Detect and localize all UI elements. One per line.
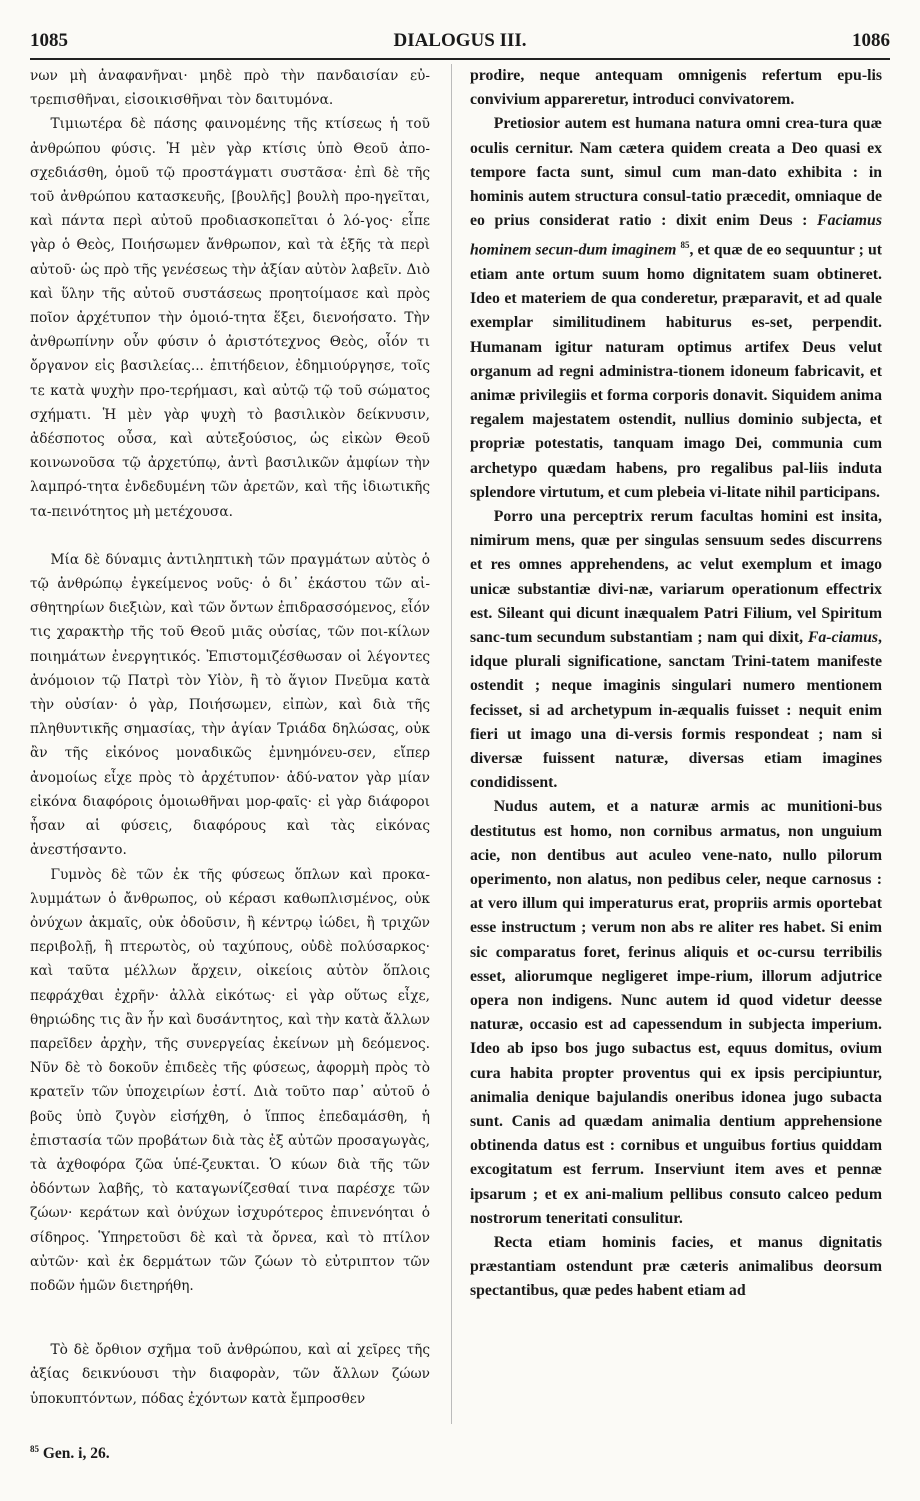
column-divider — [451, 64, 452, 1424]
page-number-right: 1086 — [851, 30, 890, 51]
latin-paragraph — [470, 112, 882, 505]
scripture-quote: Fa-ciamus — [807, 628, 879, 646]
greek-paragraph: Τὸ δὲ ὄρθιον σχῆμα τοῦ ἀνθρώπου, καὶ αἱ χεῖρες τῆς ἀξίας δεικνύουσι τὴν διαφορὰν, τῶν ἄλλων ζώων ὑποκυπτόντων, πόδας ἐχόντων κατὰ ἔμπροσθεν — [30, 1342, 430, 1407]
footnote — [30, 1444, 110, 1463]
latin-text: Pretiosior autem est humana natura omni crea-tura quæ oculis cernitur. Nam cætera quidem creata a Deo quasi ex tempore facta sunt, simul cum man-dato exhibita : in hominis autem structura consul-tatio præcedit, omniaque de eo prius considerat ratio : dixit enim Deus : — [470, 115, 882, 230]
paragraph-gap — [30, 524, 430, 548]
paragraph-gap — [30, 1298, 430, 1338]
header-rule — [30, 58, 890, 60]
greek-paragraph: νων μὴ ἀναφανῆναι· μηδὲ πρὸ τὴν πανδαισίαν εὐ-τρεπισθῆναι, εἰσοικισθῆναι τὸν δαιτυμόνα. — [30, 68, 430, 109]
running-title: DIALOGUS III. — [393, 30, 527, 51]
greek-paragraph: Τιμιωτέρα δὲ πάσης φαινομένης τῆς κτίσεως ἡ τοῦ ἀνθρώπου φύσις. Ἡ μὲν γὰρ κτίσις ὑπὸ Θεοῦ ἀπο-σχεδιάσθη, ὁμοῦ τῷ προστάγματι συστᾶσα· ἐπὶ δὲ τῆς τοῦ ἀνθρώπου κατασκευῆς, [βουλῆς] βουλὴ προ-ηγεῖται, καὶ πάντα περὶ αὐτοῦ προδιασκοπεῖται ὁ λό-γος· εἶπε γὰρ ὁ Θεὸς, Ποιήσωμεν ἄνθρωπον, καὶ τὰ ἑξῆς τὰ περὶ αὐτοῦ· ὡς πρὸ τῆς γενέσεως τὴν ἀξίαν αὐτὸν λαβεῖν. Διὸ καὶ ὕλην τῆς αὐτοῦ συστάσεως προητοίμασε καὶ πρὸς ποῖον ἀρχέτυπον τὴν ὁμοιό-τητα ἕξει, διενοήσατο. Τὴν ἀνθρωπίνην οὖν φύσιν ὁ ἀριστότεχνος Θεὸς, οἷόν τι ὄργανον εἰς βασιλείας... ἐπιτήδειον, ἐδημιούργησε, τοῖς τε κατὰ ψυχὴν προ-τερήμασι, καὶ αὐτῷ τῷ τοῦ σώματος σχήματι. Ἡ μὲν γὰρ ψυχὴ τὸ βασιλικὸν δείκνυσιν, ἀδέσποτος οὖσα, καὶ αὐτεξούσιος, ὡς εἰκὼν Θεοῦ κοινωνοῦσα τῷ ἀρχετύπῳ, ἀντὶ βασιλικῶν ἀμφίων τὴν λαμπρό-τητα ἐνδεδυμένη τῶν ἀρετῶν, καὶ τῆς ἰδιωτικῆς τα-πεινότητος μὴ μετέχουσα. — [30, 116, 430, 520]
scripture-quote: Faciamus hominem secun-dum imaginem — [470, 212, 882, 259]
greek-paragraph: Μία δὲ δύναμις ἀντιληπτικὴ τῶν πραγμάτων αὐτὸς ὁ τῷ ἀνθρώπῳ ἐγκείμενος νοῦς· ὁ δι᾽ ἑκάστου τῶν αἰ-σθητηρίων διεξιὼν, καὶ τῶν ὄντων ἐπιδρασσόμενος, εἶόν τις χαρακτὴρ τῆς τοῦ Θεοῦ μιᾶς οὐσίας, τῶν ποι-κίλων ποιημάτων ἐνεργητικός. Ἐπιστομιζέσθωσαν οἱ λέγοντες ἀνόμοιον τῷ Πατρὶ τὸν Υἱὸν, ἢ τὸ ἅγιον Πνεῦμα κατὰ τὴν οὐσίαν· ὁ γὰρ, Ποιήσωμεν, εἰπὼν, καὶ διὰ τῆς πληθυντικῆς σημασίας, τὴν ἁγίαν Τριάδα δηλώσας, οὐκ ἂν τῆς εἰκόνος μοναδικῶς ἐμνημόνευ-σεν, εἴπερ ἀνομοίως εἶχε πρὸς τὸ ἀρχέτυπον· ἀδύ-νατον γὰρ μίαν εἰκόνα διαφόροις ὁμοιωθῆναι μορ-φαῖς· εἰ γὰρ διάφοροι ἦσαν αἱ φύσεις, διαφόρους καὶ τὰς εἰκόνας ἀνεστήσαντο. — [30, 551, 430, 859]
footnote-mark: 85 — [30, 1444, 39, 1454]
footnote-text: Gen. i, 26. — [42, 1445, 110, 1463]
footnote-ref[interactable]: 85 — [680, 240, 690, 251]
greek-column — [30, 64, 430, 1411]
greek-paragraph: Γυμνὸς δὲ τῶν ἐκ τῆς φύσεως ὅπλων καὶ προκα-λυμμάτων ὁ ἄνθρωπος, οὐ κέρασι καθωπλισμένος, οὐκ ὀνύχων ἀκμαῖς, οὐκ ὀδοῦσιν, ἢ κέντρῳ ἰώδει, ἢ τριχῶν περιβολῇ, ἢ πτερωτὸς, οὐ ταχύπους, οὐδὲ πολύσαρκος· καὶ ταῦτα μέλλων ἄρχειν, οἰκείοις αὐτὸν ὅπλοις πεφράχθαι ἐχρῆν· ἀλλὰ εἰκότως· εἰ γὰρ οὕτως εἶχε, θηριώδης τις ἂν ἦν καὶ δυσάντητος, καὶ τὴν κατὰ ἄλλων παρεῖδεν ἀρχὴν, τῆς συνεργείας ἐκείνων μὴ δεόμενος. Νῦν δὲ τὸ δοκοῦν ἐπιδεὲς τῆς φύσεως, ἀφορμὴ πρὸς τὸ κρατεῖν τῶν ὑποχειρίων ἐστί. Διὰ τοῦτο παρ᾽ αὐτοῦ ὁ βοῦς ὑπὸ ζυγὸν εἰσήχθη, ὁ ἵππος ἐπεδαμάσθη, ἡ ἐπιστασία τῶν προβάτων διὰ τὰς ἐξ αὐτῶν προσαγωγὰς, τὰ ἀχθοφόρα ζῶα ὑπέ-ζευκται. Ὁ κύων διὰ τῆς τῶν ὀδόντων λαβῆς, τὸ καταγωνίζεσθαί τινα παρέσχε τῶν ζώων· κεράτων καὶ ὀνύχων ἰσχυρότερος ἐπινενόηται ὁ σίδηρος. Ὑπηρετοῦσι δὲ καὶ τὰ ὄρνεα, καὶ τὸ πτίλον αὐτῶν· καὶ ἐκ δερμάτων τῶν ζώων τὸ εὐτριπτον τῶν ποδῶν ἡμῶν διετηρήθη. — [30, 866, 430, 1294]
latin-paragraph: Recta etiam hominis facies, et manus dignitatis præstantiam ostendunt præ cæteris animalibus deorsum spectantibus, quæ pedes habent etiam ad — [470, 1234, 882, 1300]
latin-text: , idque plurali significatione, sanctam Trini-tatem manifeste ostendit ; neque imaginis singulari numero mentionem fecisset, si ad archetypum in-æqualis fuisset : nequit enim fieri ut imago una di-versis formis respondeat ; nam si diversæ fuissent naturæ, diversas etiam imagines condidissent. — [470, 628, 882, 792]
running-header — [30, 30, 890, 58]
latin-paragraph: Nudus autem, et a naturæ armis ac munitioni-bus destitutus est homo, non cornibus armatus, non unguium acie, non dentibus aut aculeo vene-nato, nullo pilorum operimento, non alatus, non pedibus celer, neque carnosus : at vero illum qui imperaturus erat, propriis armis oportebat esse instructum ; verum non abs re aliter res habet. Si enim sic comparatus foret, ferinus aliquis et oc-cursu terribilis esset, aliorumque negligeret impe-rium, illorum adjutrice opera non indigens. Nunc autem id quod videtur deesse naturæ, occasio est ad capessendum in subjecta imperium. Ideo ab ipso bos jugo subactus est, equus domitus, ovium cura habita propter proventus qui ex ipsis percipiuntur, animalia denique bajulandis oneribus idonea jugo subacta sunt. Canis ad quædam animalia dentium apprehensione obtinenda datus est : cornibus et unguibus fortius quiddam excogitatum est ferrum. Inserviunt item aves et pennæ ipsarum ; et ex ani-malium pellibus consuto calceo pedum nostrorum teneritati consulitur. — [470, 798, 882, 1227]
latin-column — [470, 64, 882, 1304]
page-number-left: 1085 — [30, 30, 68, 51]
latin-text: Porro una perceptrix rerum facultas homini est insita, nimirum mens, quæ per singulas sensuum sedes discurrens et res omnes apprehendens, ac velut exemplum et imago unicæ substantiæ divi-næ, variarum operationum effectrix est. Sileant qui dicunt inæqualem Patri Filium, vel Spiritum sanc-tum secundum substantiam ; nam qui dixit, — [470, 507, 882, 646]
latin-paragraph — [470, 505, 882, 795]
latin-text: , et quæ de eo sequuntur ; ut etiam ante ortum suum homo dignitatem suam obtineret. Ideo et materiem de qua conderetur, præparavit, et ad quale exemplar similitudinem habiturus es-set, perpendit. Humanam igitur naturam optimus artifex Deus velut organum ad regni administra-tionem idoneum fabricavit, et animæ privilegiis et forma corporis donavit. Siquidem anima regalem majestatem ostendit, nullius dominio subjecta, et propriæ potestatis, tanquam imago Dei, communia cum archetypo quædam habens, pro regalibus pal-liis induta splendore virtutum, et cum plebeia vi-litate nihil participans. — [470, 241, 883, 501]
latin-paragraph: prodire, neque antequam omnigenis refertum epu-lis convivium appareretur, introduci convivatorem. — [470, 67, 882, 109]
